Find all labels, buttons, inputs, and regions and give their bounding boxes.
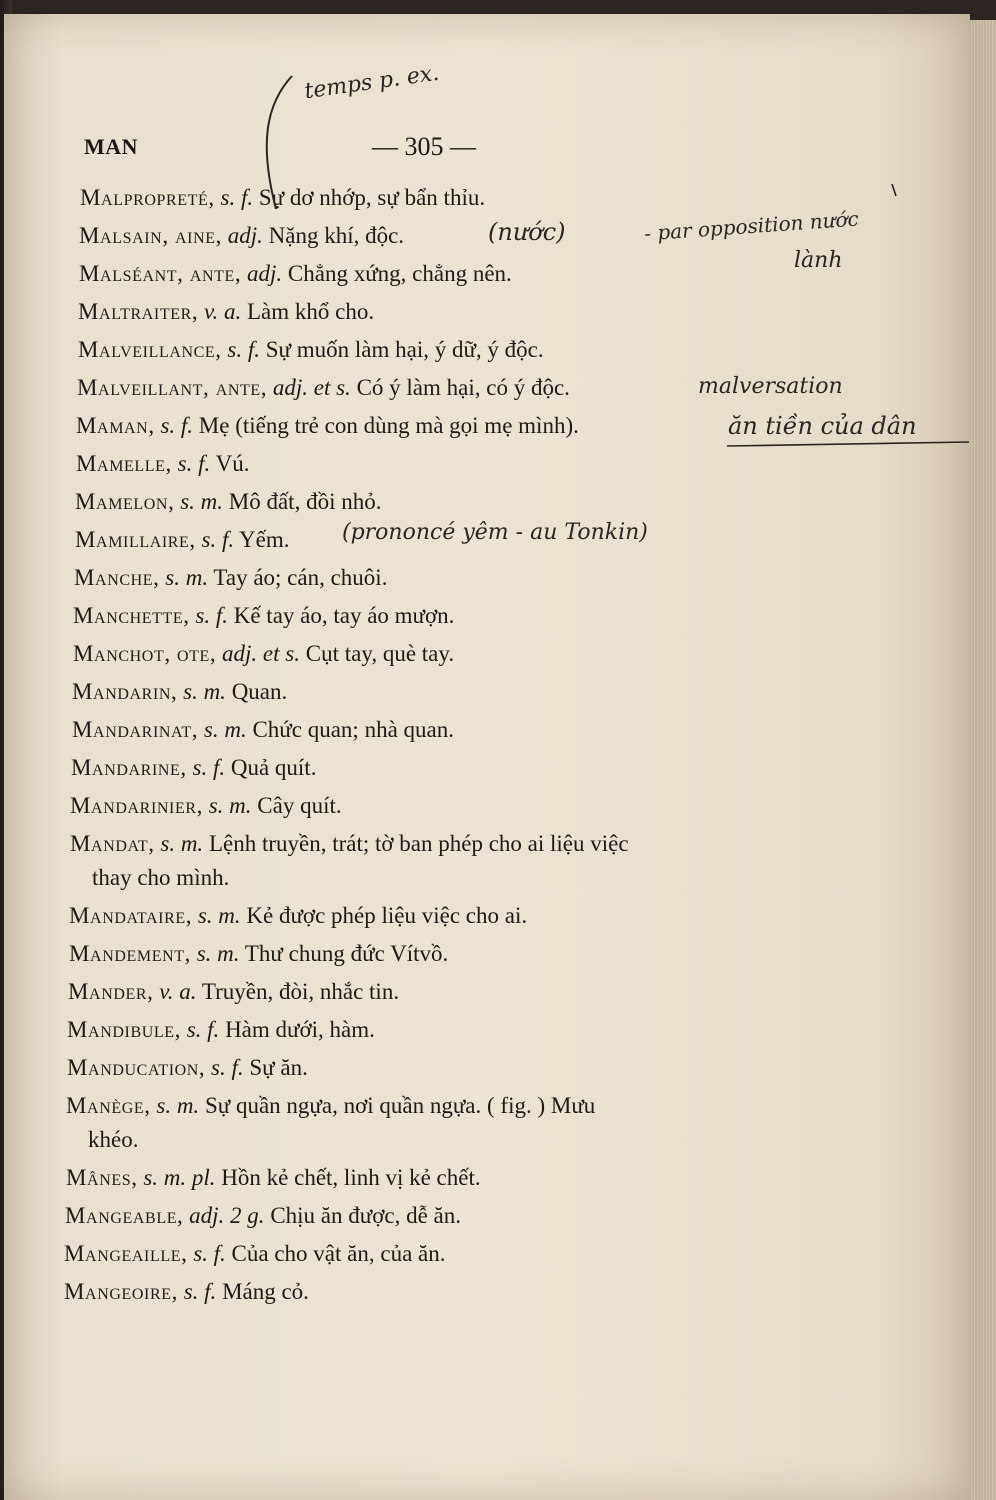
entry-headword: Maltraiter, <box>78 299 199 324</box>
note-nuoc-paren: (nước) <box>488 218 566 246</box>
note-an-tien: ăn tiền của dân <box>728 412 917 440</box>
entry-gloss: Hồn kẻ chết, linh vị kẻ chết. <box>221 1165 481 1190</box>
page-number: — 305 — <box>372 132 476 161</box>
entry-headword: Malveillant, ante, <box>77 375 268 400</box>
dictionary-page <box>4 14 970 1500</box>
entry-gloss: Cụt tay, què tay. <box>305 641 455 666</box>
note-temps: temps p. ex. <box>302 60 441 105</box>
entry-grammar: s. m. <box>183 679 226 704</box>
entry-gloss: Tay áo; cán, chuôi. <box>213 565 388 590</box>
entry-headword: Mandement, <box>69 941 191 966</box>
entry-gloss: Sự quần ngựa, nơi quần ngựa. ( fig. ) Mưu <box>204 1093 596 1118</box>
entry-gloss: Chức quan; nhà quan. <box>252 717 454 742</box>
entry-grammar: s. f. <box>192 755 226 780</box>
entry-headword: Mamelle, <box>76 451 172 476</box>
entry-grammar: adj. <box>247 261 283 286</box>
note-lanh: lành <box>794 248 843 273</box>
entry-grammar: s. f. <box>220 185 254 210</box>
note-malversation: malversation <box>698 374 843 399</box>
entry-grammar: s. m. <box>203 717 247 742</box>
entry-headword: Manche, <box>74 565 160 590</box>
entry-gloss: Lệnh truyền, trát; tờ ban phép cho ai liệu việc <box>208 831 629 856</box>
entry-grammar: adj. <box>227 223 263 248</box>
entry-headword: Mandibule, <box>67 1017 181 1042</box>
entry-gloss: Làm khổ cho. <box>246 299 375 324</box>
entry-gloss: Thư chung đức Vítvồ. <box>244 941 449 966</box>
entry-gloss: Yếm. <box>239 527 290 552</box>
entry-gloss: Quả quít. <box>230 755 317 780</box>
entry-gloss: Chịu ăn được, dễ ăn. <box>270 1203 462 1228</box>
entry-headword: Maman, <box>76 413 155 438</box>
entry-headword: Mamelon, <box>75 489 175 514</box>
entry-headword: Mandarinat, <box>72 717 199 742</box>
entry-grammar: s. f. <box>160 413 194 438</box>
entry-headword: Malsain, aine, <box>79 223 222 248</box>
entry-gloss: Kế tay áo, tay áo mượn. <box>233 603 455 628</box>
handwriting-strokes <box>4 14 970 1500</box>
entry-gloss: Mô đất, đồi nhỏ. <box>228 489 382 514</box>
entry-gloss: Sự muốn làm hại, ý dữ, ý độc. <box>265 337 544 362</box>
entry-headword: Mangeoire, <box>64 1279 178 1304</box>
entry-grammar: s. f. <box>177 451 211 476</box>
page-edges <box>970 20 996 1500</box>
entry-grammar: s. f. <box>186 1017 220 1042</box>
entry-grammar: s. m. <box>196 941 240 966</box>
entry-headword: Mandat, <box>70 831 155 856</box>
entry-gloss: Nặng khí, độc. <box>268 223 405 248</box>
entry-gloss: Mẹ (tiếng trẻ con dùng mà gọi mẹ mình). <box>198 413 579 438</box>
underline-stroke <box>727 442 969 446</box>
entry-headword: Manchette, <box>73 603 190 628</box>
entry-headword: Manège, <box>66 1093 151 1118</box>
entry-grammar: s. f. <box>193 1241 226 1266</box>
entry-gloss: Có ý làm hại, có ý độc. <box>356 375 570 400</box>
entry-headword: Malséant, ante, <box>79 261 242 286</box>
entry-continuation: thay cho mình. <box>92 865 230 890</box>
note-par-opposition: - par opposition nước <box>643 206 860 246</box>
entry-headword: Manchot, ote, <box>73 641 217 666</box>
entry-grammar: v. a. <box>159 979 197 1004</box>
entry-headword: Mangeable, <box>65 1203 184 1228</box>
entry-grammar: s. m. <box>165 565 209 590</box>
entry-headword: Mander, <box>68 979 154 1004</box>
entry-grammar: s. f. <box>227 337 260 362</box>
entry-gloss: Hàm dưới, hàm. <box>225 1017 375 1042</box>
entry-grammar: s. m. <box>156 1093 200 1118</box>
entry-gloss: Vú. <box>215 451 250 476</box>
entry-gloss: Sự dơ nhớp, sự bẩn thỉu. <box>258 185 486 210</box>
entry-gloss: Máng cỏ. <box>222 1279 309 1304</box>
entry-grammar: s. m. <box>197 903 241 928</box>
entry-headword: Mamillaire, <box>75 527 196 552</box>
entry-grammar: s. m. <box>180 489 224 514</box>
entry-grammar: v. a. <box>203 299 242 324</box>
entry-headword: Mangeaille, <box>64 1241 188 1266</box>
entry-grammar: adj. et s. <box>272 375 351 400</box>
entry-headword: Mandataire, <box>69 903 193 928</box>
entry-continuation: khéo. <box>88 1127 139 1152</box>
entry-grammar: adj. 2 g. <box>189 1203 265 1228</box>
entry-headword: Mandarine, <box>71 755 187 780</box>
entry-gloss: Chẳng xứng, chẳng nên. <box>287 261 512 286</box>
entry-grammar: s. f. <box>201 527 235 552</box>
entry-grammar: s. m. <box>208 793 252 818</box>
entry-headword: Malpropreté, <box>80 185 215 210</box>
tick-stroke <box>892 184 896 196</box>
entry-headword: Mandarin, <box>72 679 178 704</box>
entry-gloss: Quan. <box>231 679 288 704</box>
entry-gloss: Kẻ được phép liệu việc cho ai. <box>246 903 528 928</box>
entry-gloss: Của cho vật ăn, của ăn. <box>231 1241 446 1266</box>
entry-headword: Manducation, <box>67 1055 206 1080</box>
running-head: MAN <box>84 134 139 159</box>
entry-grammar: s. f. <box>183 1279 217 1304</box>
entry-grammar: s. m. <box>160 831 204 856</box>
entry-grammar: s. f. <box>195 603 228 628</box>
entry-headword: Malveillance, <box>78 337 222 362</box>
entry-grammar: s. m. pl. <box>143 1165 216 1190</box>
entry-grammar: s. f. <box>211 1055 244 1080</box>
note-prononce: (prononcé yêm - au Tonkin) <box>342 520 648 545</box>
entry-gloss: Sự ăn. <box>249 1055 308 1080</box>
bracket-stroke <box>267 76 292 209</box>
entry-headword: Mandarinier, <box>70 793 203 818</box>
entry-gloss: Truyền, đòi, nhắc tin. <box>201 979 400 1004</box>
entry-headword: Mânes, <box>66 1165 138 1190</box>
entry-gloss: Cây quít. <box>257 793 342 818</box>
entry-grammar: adj. et s. <box>222 641 300 666</box>
